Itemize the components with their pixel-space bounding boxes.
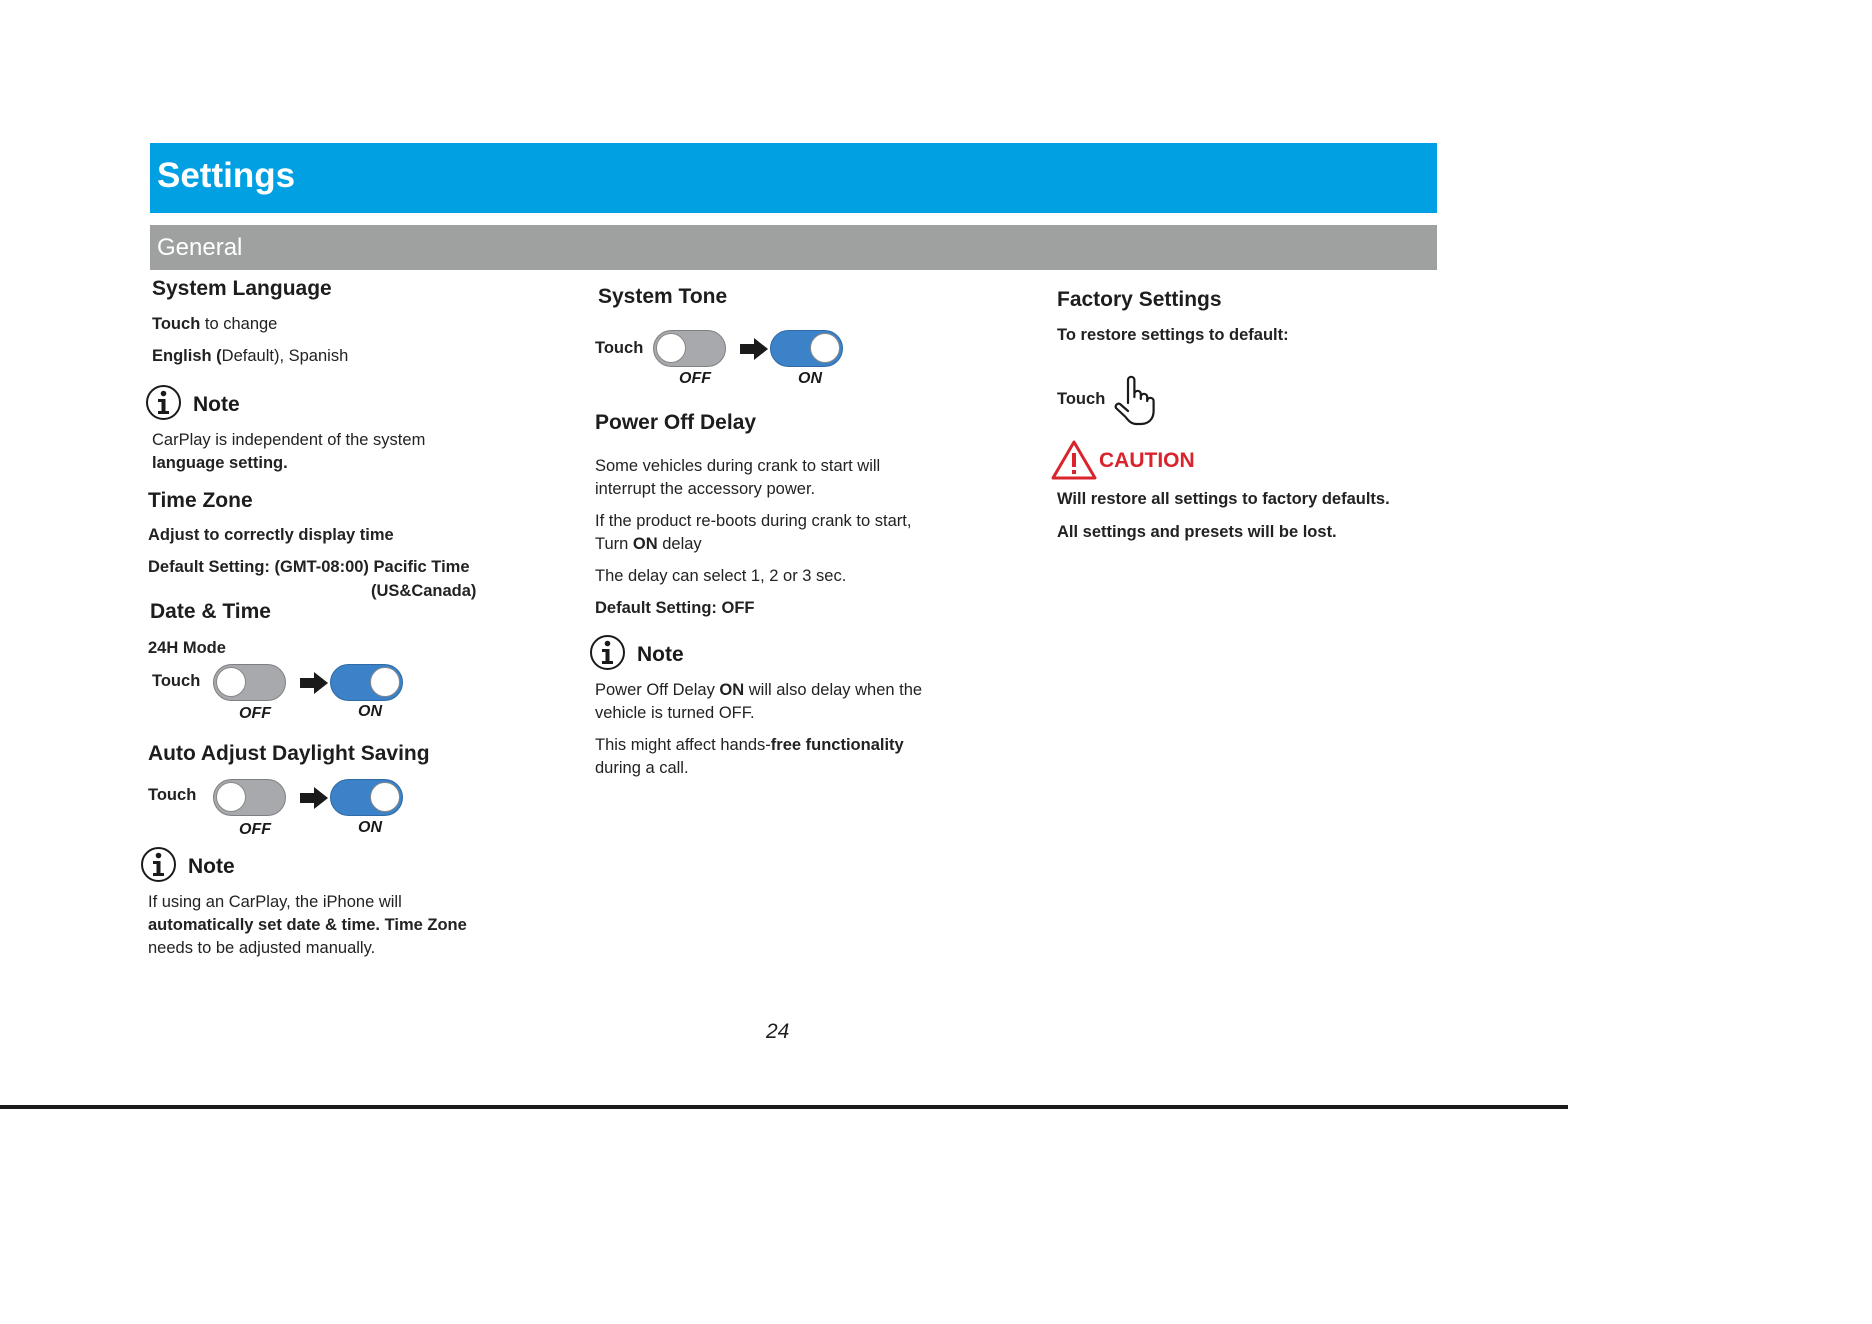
power-off-delay-heading: Power Off Delay	[595, 411, 757, 434]
system-language-touch: Touch to change	[152, 315, 278, 333]
paragraph: Some vehicles during crank to start will	[595, 457, 881, 475]
on-label: ON	[798, 370, 822, 387]
toggle-tone-off[interactable]	[653, 330, 726, 367]
toggle-knob	[656, 333, 686, 363]
touch-label: Touch	[1057, 390, 1106, 408]
note-text: needs to be adjusted manually.	[148, 939, 376, 957]
toggle-24h-off[interactable]	[213, 664, 286, 701]
on-label: ON	[358, 819, 382, 836]
note-text-bold: language setting.	[152, 454, 288, 472]
off-label: OFF	[239, 821, 271, 838]
arrow-right-icon	[300, 672, 328, 694]
touch-label: Touch	[148, 786, 197, 804]
page-title: Settings	[157, 156, 296, 195]
off-label: OFF	[679, 370, 711, 387]
toggle-knob	[370, 667, 400, 697]
caution-label: CAUTION	[1099, 449, 1195, 472]
general-section-bar	[150, 225, 1437, 270]
toggle-daylight-on[interactable]	[330, 779, 403, 816]
touch-label: Touch	[595, 339, 644, 357]
info-icon	[589, 634, 626, 671]
time-zone-instruction: Adjust to correctly display time	[148, 526, 394, 544]
note-title: Note	[637, 643, 684, 666]
arrow-right-icon	[300, 787, 328, 809]
settings-banner	[150, 143, 1437, 213]
off-label: OFF	[239, 705, 271, 722]
note-text: automatically set date & time. Time Zone	[148, 916, 467, 934]
factory-instruction: To restore settings to default:	[1057, 326, 1289, 344]
note-text: during a call.	[595, 759, 689, 777]
warning-triangle-icon	[1050, 439, 1098, 481]
toggle-knob	[810, 333, 840, 363]
page-bottom-border	[0, 1105, 1568, 1109]
note-text: Power Off Delay ON will also delay when the	[595, 681, 923, 699]
date-time-heading: Date & Time	[150, 600, 271, 623]
note-text: This might affect hands-free functionality	[595, 736, 904, 754]
touch-label: Touch	[152, 672, 201, 690]
page-number: 24	[766, 1020, 790, 1043]
on-label: ON	[358, 703, 382, 720]
paragraph: If the product re-boots during crank to start,	[595, 512, 912, 530]
section-title: General	[157, 234, 243, 261]
factory-settings-heading: Factory Settings	[1057, 288, 1222, 311]
note-text: If using an CarPlay, the iPhone will	[148, 893, 402, 911]
factory-warning: Will restore all settings to factory defaults.	[1057, 490, 1390, 508]
system-language-heading: System Language	[152, 277, 332, 300]
note-text: CarPlay is independent of the system	[152, 431, 426, 449]
note-text: vehicle is turned OFF.	[595, 704, 755, 722]
toggle-tone-on[interactable]	[770, 330, 843, 367]
time-zone-heading: Time Zone	[148, 489, 253, 512]
toggle-24h-on[interactable]	[330, 664, 403, 701]
toggle-knob	[216, 782, 246, 812]
hand-pointer-icon[interactable]	[1112, 375, 1156, 427]
system-tone-heading: System Tone	[598, 285, 728, 308]
time-zone-default: Default Setting: (GMT-08:00) Pacific Time	[148, 558, 470, 576]
toggle-daylight-off[interactable]	[213, 779, 286, 816]
arrow-right-icon	[740, 338, 768, 360]
paragraph: interrupt the accessory power.	[595, 480, 816, 498]
info-icon	[145, 384, 182, 421]
mode-label: 24H Mode	[148, 639, 226, 657]
toggle-knob	[216, 667, 246, 697]
factory-warning: All settings and presets will be lost.	[1057, 523, 1337, 541]
paragraph: The delay can select 1, 2 or 3 sec.	[595, 567, 847, 585]
toggle-knob	[370, 782, 400, 812]
system-language-options: English (Default), Spanish	[152, 347, 349, 365]
power-off-default: Default Setting: OFF	[595, 599, 755, 617]
time-zone-region: (US&Canada)	[371, 582, 477, 600]
note-title: Note	[193, 393, 240, 416]
daylight-saving-heading: Auto Adjust Daylight Saving	[148, 742, 430, 765]
note-title: Note	[188, 855, 235, 878]
info-icon	[140, 846, 177, 883]
paragraph: Turn ON delay	[595, 535, 702, 553]
